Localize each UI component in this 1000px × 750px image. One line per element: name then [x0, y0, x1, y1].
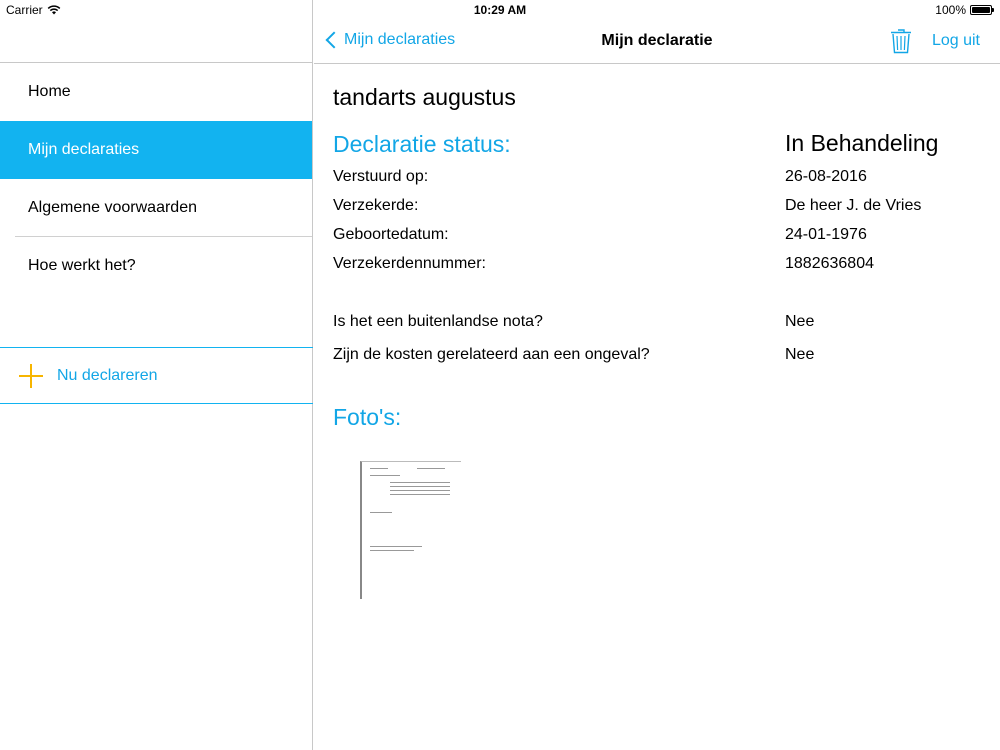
sidebar-item-mijn-declaraties[interactable] [0, 121, 312, 179]
sidebar-header [0, 0, 312, 63]
sidebar-item-hoe-werkt-het[interactable] [0, 237, 312, 295]
photos-heading: Foto's: [333, 404, 402, 430]
policy-number-value: 1882636804 [785, 255, 874, 272]
status-heading: Declaratie status: [333, 131, 511, 157]
status-value: In Behandeling [785, 130, 939, 156]
accident-value: Nee [785, 346, 815, 363]
trash-icon[interactable] [890, 28, 912, 54]
sidebar-item-label: Mijn declaraties [28, 141, 140, 158]
claim-title: tandarts augustus [333, 84, 516, 110]
page-title: Mijn declaratie [601, 32, 713, 49]
nu-declareren-label: Nu declareren [57, 366, 158, 384]
foreign-bill-label: Is het een buitenlandse nota? [333, 313, 543, 330]
carrier-label: Carrier [6, 3, 43, 17]
sent-date-label: Verstuurd op: [333, 168, 429, 185]
foreign-bill-value: Nee [785, 313, 815, 330]
policy-number-label: Verzekerdennummer: [333, 255, 486, 272]
insured-value: De heer J. de Vries [785, 197, 922, 214]
navigation-bar [314, 20, 1000, 64]
sent-date-value: 26-08-2016 [785, 168, 867, 185]
sidebar-item-label: Hoe werkt het? [28, 257, 136, 274]
sidebar-item-algemene-voorwaarden[interactable] [0, 179, 312, 237]
logout-button[interactable]: Log uit [931, 32, 980, 49]
back-button-label: Mijn declaraties [344, 31, 456, 48]
accident-label: Zijn de kosten gerelateerd aan een ongeval? [333, 346, 650, 363]
birthdate-value: 24-01-1976 [785, 226, 867, 243]
photo-thumbnail[interactable] [360, 461, 461, 599]
sidebar-item-label: Home [28, 83, 71, 100]
plus-icon [18, 363, 44, 389]
sidebar [0, 0, 313, 750]
nu-declareren-button[interactable] [0, 347, 313, 404]
insured-label: Verzekerde: [333, 197, 419, 214]
birthdate-label: Geboortedatum: [333, 226, 449, 243]
battery-percentage: 100% [935, 3, 966, 17]
status-right [935, 3, 992, 17]
status-time: 10:29 AM [473, 3, 527, 17]
sidebar-item-label: Algemene voorwaarden [28, 199, 197, 216]
battery-icon [970, 5, 992, 15]
sidebar-item-home[interactable] [0, 63, 312, 121]
